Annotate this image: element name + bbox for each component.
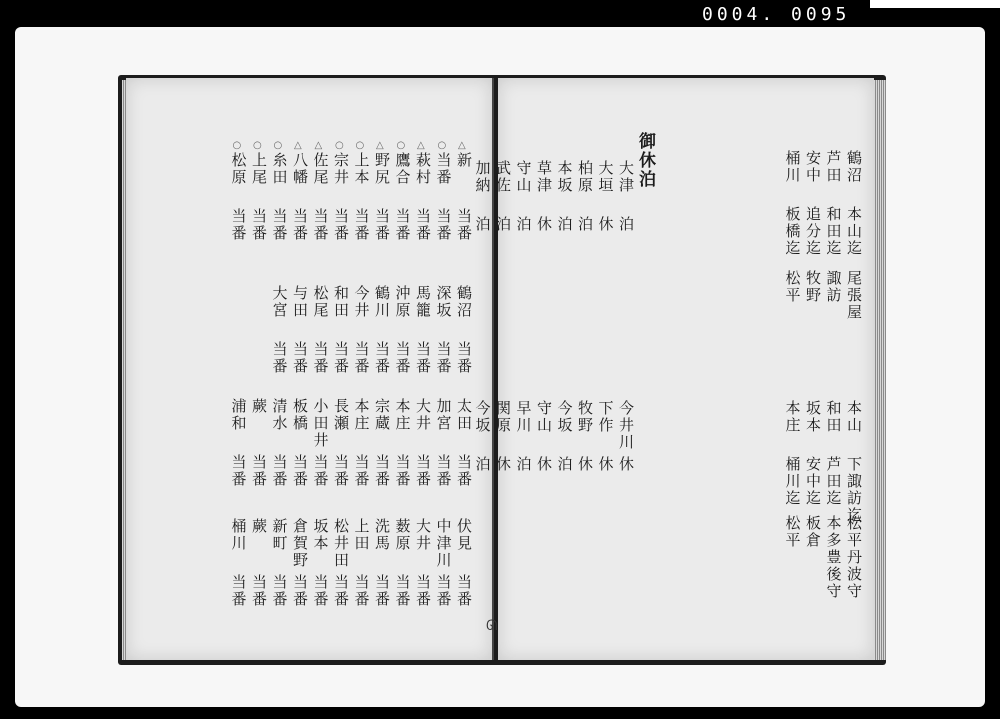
left-b1-status-7: 当番 [311, 208, 330, 242]
left-b2-name-3: 沖原 [393, 285, 412, 319]
left-b4-name-2: 大井 [414, 518, 432, 552]
left-b4-status-10: 当番 [250, 574, 268, 608]
left-b2-name-7: 松尾 [311, 285, 330, 319]
right-route-b-name-0: 尾張屋 [845, 270, 863, 321]
left-b3-status-9: 当番 [270, 454, 289, 488]
right-list-a-status-1: 休 [596, 216, 615, 233]
right-route-c-status-0: 下諏訪迄 [845, 456, 863, 524]
left-b1-status-4: 当番 [373, 208, 391, 242]
right-route-b-name-2: 牧野 [804, 270, 822, 304]
right-list-b-name-4: 守山 [535, 400, 553, 434]
left-b1-status-1: 当番 [434, 208, 453, 242]
left-b3-name-7: 小田井 [311, 398, 330, 449]
left-b3-status-11: 当番 [229, 454, 248, 488]
left-b4-status-8: 当番 [291, 574, 309, 608]
right-list-a-name-2: 柏原 [576, 160, 594, 194]
left-b3-name-2: 大井 [414, 398, 432, 432]
left-b3-name-9: 清水 [270, 398, 289, 432]
right-route-d-name-3: 松平 [783, 515, 802, 549]
right-route-a-status-1: 和田迄 [824, 206, 843, 257]
left-b4-name-4: 洗馬 [373, 518, 391, 552]
right-route-a-name-0: 鶴沼 [845, 150, 863, 184]
left-b2-status-3: 当番 [393, 341, 412, 375]
right-list-a-status-3: 泊 [555, 216, 574, 233]
right-route-c-name-1: 和田 [824, 400, 843, 434]
right-route-a-name-3: 桶川 [783, 150, 802, 184]
left-b3-status-6: 当番 [332, 454, 350, 488]
left-b2-status-9: 当番 [270, 341, 289, 375]
left-b3-name-8: 板橋 [291, 398, 309, 432]
left-b1-status-0: 当番 [455, 208, 473, 242]
right-list-b-name-2: 牧野 [576, 400, 594, 434]
left-b4-name-1: 中津川 [434, 518, 453, 569]
right-list-a-status-0: 泊 [617, 216, 635, 233]
left-b4-name-10: 蕨 [250, 518, 268, 535]
right-list-b-status-2: 休 [576, 456, 594, 473]
right-route-c-status-1: 芦田迄 [824, 456, 843, 507]
right-route-a-status-0: 本山迄 [845, 206, 863, 257]
right-list-a-status-7: 泊 [473, 216, 492, 233]
left-b1-name-2: 萩村 [414, 152, 432, 186]
right-route-c-name-0: 本山 [845, 400, 863, 434]
left-b4-status-6: 当番 [332, 574, 350, 608]
right-route-a-name-1: 芦田 [824, 150, 843, 184]
left-b2-status-8: 当番 [291, 341, 309, 375]
left-mark-1: ○ [437, 140, 447, 151]
left-b3-name-4: 宗蔵 [373, 398, 391, 432]
right-list-a-status-6: 泊 [494, 216, 512, 233]
left-b3-name-1: 加宮 [434, 398, 453, 432]
left-b1-name-1: 当番 [434, 152, 453, 186]
left-b1-status-2: 当番 [414, 208, 432, 242]
left-b4-status-2: 当番 [414, 574, 432, 608]
right-list-b-name-5: 早川 [514, 400, 533, 434]
left-b3-name-3: 本庄 [393, 398, 412, 432]
right-list-b-name-0: 今井川 [617, 400, 635, 451]
left-b1-name-6: 宗井 [332, 152, 350, 186]
left-b1-name-4: 野尻 [373, 152, 391, 186]
left-mark-9: ○ [273, 140, 283, 151]
right-list-b-status-6: 休 [494, 456, 512, 473]
right-list-a-name-3: 本坂 [555, 160, 574, 194]
left-mark-7: △ [314, 140, 323, 151]
left-mark-10: ○ [253, 140, 262, 151]
left-b3-status-0: 当番 [455, 454, 473, 488]
left-b3-status-10: 当番 [250, 454, 268, 488]
gutter-mark: ᘏ [486, 618, 498, 634]
frame-number: 0004. 0095 [702, 4, 851, 25]
right-list-b-name-7: 今坂 [473, 400, 492, 434]
right-list-a-status-4: 休 [535, 216, 553, 233]
right-list-b-status-0: 休 [617, 456, 635, 473]
right-list-a-name-4: 草津 [535, 160, 553, 194]
left-b3-status-3: 当番 [393, 454, 412, 488]
left-b1-status-8: 当番 [291, 208, 309, 242]
left-b2-name-9: 大宮 [270, 285, 289, 319]
left-b3-name-6: 長瀬 [332, 398, 350, 432]
right-list-b-name-6: 関原 [494, 400, 512, 434]
right-list-a-name-6: 武佐 [494, 160, 512, 194]
left-b2-status-0: 当番 [455, 341, 473, 375]
left-b4-status-4: 当番 [373, 574, 391, 608]
left-b1-name-0: 新 [455, 152, 473, 169]
left-b3-status-5: 当番 [352, 454, 371, 488]
left-b2-name-5: 今井 [352, 285, 371, 319]
left-b2-status-4: 当番 [373, 341, 391, 375]
left-b4-name-11: 桶川 [229, 518, 248, 552]
left-mark-5: ○ [355, 140, 365, 151]
right-route-d-name-0: 松平丹波守 [845, 515, 863, 600]
left-b3-name-10: 蕨 [250, 398, 268, 415]
right-route-a-name-2: 安中 [804, 150, 822, 184]
right-route-c-status-2: 安中迄 [804, 456, 822, 507]
left-b1-name-10: 上尾 [250, 152, 268, 186]
left-b4-name-7: 坂本 [311, 518, 330, 552]
left-b4-status-1: 当番 [434, 574, 453, 608]
right-list-b-status-7: 泊 [473, 456, 492, 473]
right-page-header: 御休泊 [635, 132, 655, 189]
right-route-c-name-3: 本庄 [783, 400, 802, 434]
left-mark-4: △ [376, 140, 384, 151]
left-b4-status-3: 当番 [393, 574, 412, 608]
right-list-a-status-2: 泊 [576, 216, 594, 233]
left-b4-status-11: 当番 [229, 574, 248, 608]
right-list-b-status-1: 休 [596, 456, 615, 473]
right-list-b-name-3: 今坂 [555, 400, 574, 434]
left-b1-name-3: 鷹合 [393, 152, 412, 186]
right-list-a-name-1: 大垣 [596, 160, 615, 194]
right-route-d-name-1: 本多豊後守 [824, 515, 843, 600]
left-b4-status-0: 当番 [455, 574, 473, 608]
left-b2-status-2: 当番 [414, 341, 432, 375]
left-mark-0: △ [458, 140, 466, 151]
left-b4-name-3: 薮原 [393, 518, 412, 552]
right-route-c-name-2: 坂本 [804, 400, 822, 434]
left-mark-11: ○ [232, 140, 242, 151]
left-b4-name-0: 伏見 [455, 518, 473, 552]
right-route-a-status-3: 板橋迄 [783, 206, 802, 257]
right-route-b-name-3: 松平 [783, 270, 802, 304]
left-b2-status-5: 当番 [352, 341, 371, 375]
right-route-b-name-1: 諏訪 [824, 270, 843, 304]
right-list-a-name-0: 大津 [617, 160, 635, 194]
frame-tab [870, 0, 1000, 8]
right-list-b-name-1: 下作 [596, 400, 615, 434]
left-b1-name-8: 八幡 [291, 152, 309, 186]
left-mark-2: △ [417, 140, 425, 151]
left-b4-name-8: 倉賀野 [291, 518, 309, 569]
left-b3-name-0: 太田 [455, 398, 473, 432]
left-b2-status-6: 当番 [332, 341, 350, 375]
right-page-edge [872, 80, 886, 660]
left-b2-name-1: 深坂 [434, 285, 453, 319]
left-b4-status-7: 当番 [311, 574, 330, 608]
left-b2-name-8: 与田 [291, 285, 309, 319]
left-b2-status-7: 当番 [311, 341, 330, 375]
left-b4-status-5: 当番 [352, 574, 371, 608]
left-b3-status-1: 当番 [434, 454, 453, 488]
left-b1-status-3: 当番 [393, 208, 412, 242]
left-b1-status-11: 当番 [229, 208, 248, 242]
right-list-b-status-4: 休 [535, 456, 553, 473]
left-b1-status-10: 当番 [250, 208, 268, 242]
left-b4-status-9: 当番 [270, 574, 289, 608]
right-list-b-status-3: 泊 [555, 456, 574, 473]
left-b1-status-5: 当番 [352, 208, 371, 242]
left-b2-status-1: 当番 [434, 341, 453, 375]
left-b4-name-5: 上田 [352, 518, 371, 552]
left-b1-name-5: 上本 [352, 152, 371, 186]
left-b2-name-0: 鶴沼 [455, 285, 473, 319]
left-b3-status-7: 当番 [311, 454, 330, 488]
right-list-a-status-5: 泊 [514, 216, 533, 233]
right-route-a-status-2: 追分迄 [804, 206, 822, 257]
right-list-a-name-5: 守山 [514, 160, 533, 194]
left-b2-name-6: 和田 [332, 285, 350, 319]
left-b4-name-9: 新町 [270, 518, 289, 552]
left-b3-name-11: 浦和 [229, 398, 248, 432]
left-b1-status-6: 当番 [332, 208, 350, 242]
left-mark-8: △ [294, 140, 302, 151]
left-b1-name-11: 松原 [229, 152, 248, 186]
left-mark-3: ○ [396, 140, 406, 151]
left-b3-status-2: 当番 [414, 454, 432, 488]
left-b4-name-6: 松井田 [332, 518, 350, 569]
right-list-a-name-7: 加納 [473, 160, 492, 194]
left-mark-6: ○ [335, 140, 344, 151]
left-b3-status-4: 当番 [373, 454, 391, 488]
left-b2-name-4: 鶴川 [373, 285, 391, 319]
left-b1-name-7: 佐尾 [311, 152, 330, 186]
right-list-b-status-5: 泊 [514, 456, 533, 473]
left-b2-name-2: 馬籠 [414, 285, 432, 319]
left-b1-status-9: 当番 [270, 208, 289, 242]
left-b3-name-5: 本庄 [352, 398, 371, 432]
left-b3-status-8: 当番 [291, 454, 309, 488]
right-route-d-name-2: 板倉 [804, 515, 822, 549]
left-b1-name-9: 糸田 [270, 152, 289, 186]
right-route-c-status-3: 桶川迄 [783, 456, 802, 507]
